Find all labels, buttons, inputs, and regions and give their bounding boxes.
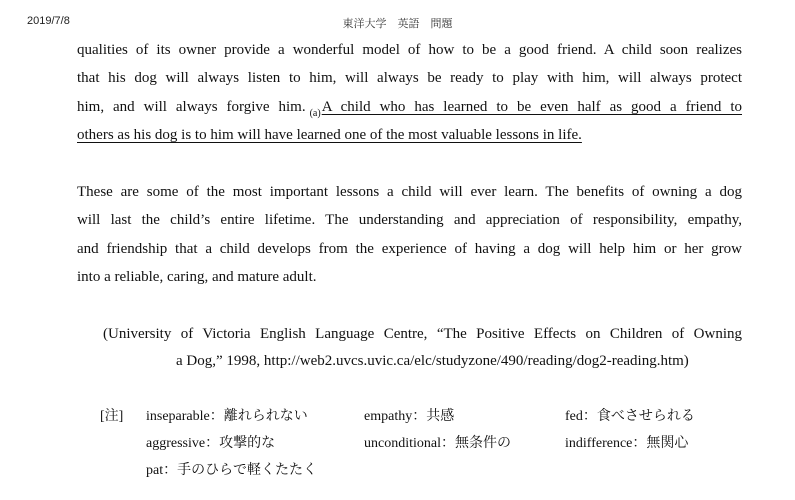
paragraph-1-line-2: that his dog will always listen to him, will always be ready to play with him, will always protect bbox=[77, 70, 742, 86]
paragraph-2-line-2: will last the child’s entire lifetime. The understanding and appreciation of responsibility, empathy, bbox=[77, 212, 742, 228]
note-empathy: empathy：共感 bbox=[364, 409, 455, 424]
citation-line-1: (University of Victoria English Language Centre, “The Positive Effects on Children of Owning bbox=[103, 326, 742, 342]
paragraph-2-line-4: into a reliable, caring, and mature adult. bbox=[77, 269, 317, 285]
document-title: 東洋大学 英語 問題 bbox=[342, 17, 453, 30]
underline-marker-a: (a) bbox=[309, 108, 321, 119]
paragraph-2-line-1: These are some of the most important lessons a child will ever learn. The benefits of owning a dog bbox=[77, 184, 742, 200]
paragraph-1-line-3 bbox=[77, 97, 742, 119]
note-indifference: indifference：無関心 bbox=[565, 436, 689, 451]
paragraph-2-line-3: and friendship that a child develops from the experience of having a dog will help him or her grow bbox=[77, 241, 742, 257]
citation-line-2: a Dog,” 1998, http://web2.uvcs.uvic.ca/elc/studyzone/490/reading/dog2-reading.htm) bbox=[176, 353, 689, 369]
note-aggressive: aggressive：攻撃的な bbox=[146, 436, 276, 451]
paragraph-1-line-1: qualities of its owner provide a wonderful model of how to be a good friend. A child soon realizes bbox=[77, 42, 742, 58]
note-fed: fed：食べさせられる bbox=[565, 409, 695, 424]
underlined-sentence-a-part-1: A child who has learned to be even half as good a friend to bbox=[321, 99, 742, 115]
underlined-sentence-a-part-2: others as his dog is to him will have learned one of the most valuable lessons in life. bbox=[77, 127, 582, 143]
note-pat: pat：手のひらで軽くたたく bbox=[146, 463, 317, 478]
print-date: 2019/7/8 bbox=[27, 15, 70, 27]
note-inseparable: inseparable：離れられない bbox=[146, 409, 308, 424]
note-unconditional: unconditional：無条件の bbox=[364, 436, 511, 451]
notes-label: [注] bbox=[100, 409, 124, 424]
paragraph-1-line-3-text: him, and will always forgive him. bbox=[77, 99, 306, 115]
